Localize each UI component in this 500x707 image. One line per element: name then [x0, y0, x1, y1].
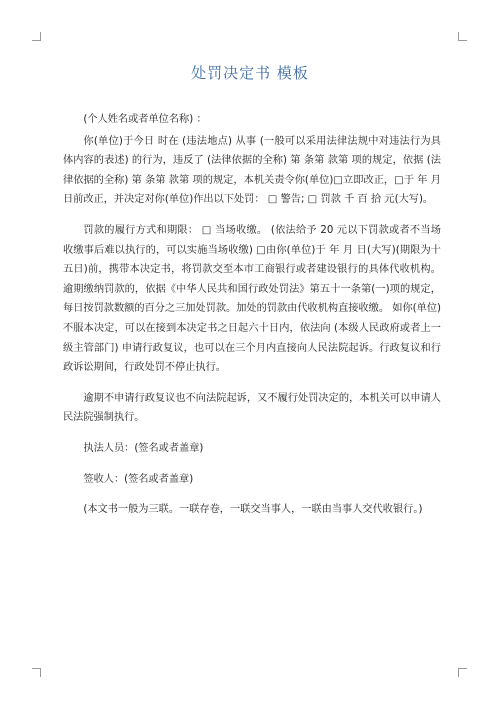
officer-signature-line: 执法人员：(签名或者盖章): [83, 442, 204, 454]
page-corner-mark-top-left: [32, 32, 41, 41]
recipient-signature-line: 签收人：(签名或者盖章): [83, 473, 194, 485]
document-body: [63, 110, 441, 520]
page-corner-mark-top-right: [458, 32, 467, 41]
addressee-line: (个人姓名或者单位名称) ：: [83, 114, 207, 125]
enforcement-paragraph: 逾期不申请行政复议也不向法院起诉，又不履行处罚决定的，本机关可以申请人民法院强制执行。: [63, 392, 441, 424]
document-title: 处罚决定书 模板: [191, 64, 309, 82]
violation-paragraph: 你(单位)于今日 时在 (违法地点) 从事 (一般可以采用法律法规中对违法行为具体内容的表述) 的行为，违反了 (法律依据的全称) 第 条第 款第 项的规定，依据 (法律依据的全称) 第 条第 款第 项的规定，本机关责令你(单位)□立即改正，□于 年 月 日前改正，并决定对你(单位)作出以下处罚： □ 警告; □ 罚款 千 百 拾 元(大写)。: [63, 135, 441, 206]
page-corner-mark-bottom-right: [458, 668, 467, 677]
copies-note: (本文书一般为三联。一联存卷，一联交当事人，一联由当事人交代收银行。): [83, 504, 423, 516]
payment-paragraph: 罚款的履行方式和期限： □ 当场收缴。 (依法给予 20 元以下罚款或者不当场收缴事后难以执行的，可以实施当场收缴) □由你(单位)于 年 月 日(大写)(期限为十五日)前，携带本决定书，将罚款交至本市工商银行或者建设银行的具体代收机构。逾期缴纳罚款的，依据《中华人民共和国行政处罚法》第五十一条第(一)项的规定，每日按罚款数额的百分之三加处罚款。加处的罚款由代收机构直接收缴。 如你(单位)不服本决定，可以在接到本决定书之日起六十日内，依法向 (本级人民政府或者上一级主管部门) 申请行政复议，也可以在三个月内直接向人民法院起诉。行政复议和行政诉讼期间，行政处罚不停止执行。: [63, 224, 441, 374]
page-corner-mark-bottom-left: [32, 668, 41, 677]
